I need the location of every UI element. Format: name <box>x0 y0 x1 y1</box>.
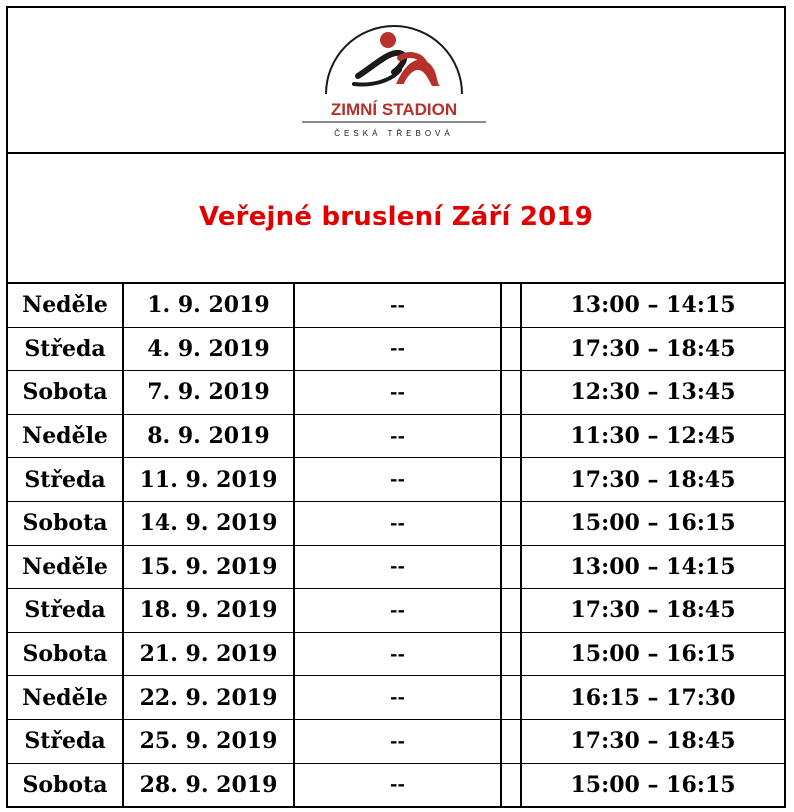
time-cell: 13:00 – 14:15 <box>521 284 784 327</box>
schedule-row <box>8 458 784 502</box>
time-cell: 13:00 – 14:15 <box>521 545 784 589</box>
page-title: Veřejné bruslení Září 2019 <box>198 202 594 232</box>
date-cell: 15. 9. 2019 <box>123 545 294 589</box>
logo-cell <box>8 8 784 154</box>
day-cell: Neděle <box>8 284 123 327</box>
date-cell: 21. 9. 2019 <box>123 632 294 676</box>
date-cell: 25. 9. 2019 <box>123 719 294 763</box>
day-cell: Sobota <box>8 371 123 415</box>
gap-cell <box>501 371 521 415</box>
day-cell: Středa <box>8 589 123 633</box>
note-cell: -- <box>294 501 501 545</box>
schedule-sheet <box>6 6 786 808</box>
time-cell: 11:30 – 12:45 <box>521 414 784 458</box>
schedule-row <box>8 632 784 676</box>
time-cell: 17:30 – 18:45 <box>521 458 784 502</box>
note-cell: -- <box>294 284 501 327</box>
note-cell: -- <box>294 589 501 633</box>
day-cell: Středa <box>8 458 123 502</box>
date-cell: 11. 9. 2019 <box>123 458 294 502</box>
day-cell: Středa <box>8 719 123 763</box>
gap-cell <box>501 501 521 545</box>
schedule-row <box>8 371 784 415</box>
note-cell: -- <box>294 719 501 763</box>
schedule-table <box>8 284 784 806</box>
time-cell: 12:30 – 13:45 <box>521 371 784 415</box>
gap-cell <box>501 719 521 763</box>
time-cell: 17:30 – 18:45 <box>521 719 784 763</box>
title-cell <box>8 154 784 284</box>
date-cell: 4. 9. 2019 <box>123 327 294 371</box>
gap-cell <box>501 284 521 327</box>
schedule-row <box>8 414 784 458</box>
note-cell: -- <box>294 676 501 720</box>
day-cell: Sobota <box>8 632 123 676</box>
time-cell: 17:30 – 18:45 <box>521 589 784 633</box>
time-cell: 17:30 – 18:45 <box>521 327 784 371</box>
logo-name: ZIMNÍ STADION <box>330 100 458 119</box>
schedule-row <box>8 589 784 633</box>
schedule-row <box>8 501 784 545</box>
gap-cell <box>501 327 521 371</box>
schedule-row <box>8 719 784 763</box>
logo-subtitle: ČESKÁ TŘEBOVÁ <box>334 129 454 138</box>
gap-cell <box>501 632 521 676</box>
day-cell: Sobota <box>8 501 123 545</box>
date-cell: 28. 9. 2019 <box>123 763 294 806</box>
time-cell: 16:15 – 17:30 <box>521 676 784 720</box>
date-cell: 14. 9. 2019 <box>123 501 294 545</box>
schedule-row <box>8 284 784 327</box>
gap-cell <box>501 458 521 502</box>
gap-cell <box>501 763 521 806</box>
gap-cell <box>501 545 521 589</box>
gap-cell <box>501 589 521 633</box>
note-cell: -- <box>294 371 501 415</box>
date-cell: 22. 9. 2019 <box>123 676 294 720</box>
date-cell: 1. 9. 2019 <box>123 284 294 327</box>
note-cell: -- <box>294 632 501 676</box>
day-cell: Středa <box>8 327 123 371</box>
time-cell: 15:00 – 16:15 <box>521 632 784 676</box>
day-cell: Sobota <box>8 763 123 806</box>
note-cell: -- <box>294 327 501 371</box>
stadium-logo <box>296 18 492 142</box>
schedule-row <box>8 676 784 720</box>
player-head-icon <box>380 32 396 48</box>
note-cell: -- <box>294 545 501 589</box>
note-cell: -- <box>294 414 501 458</box>
note-cell: -- <box>294 458 501 502</box>
day-cell: Neděle <box>8 545 123 589</box>
time-cell: 15:00 – 16:15 <box>521 501 784 545</box>
time-cell: 15:00 – 16:15 <box>570 771 736 798</box>
day-cell: Neděle <box>8 676 123 720</box>
note-cell: -- <box>294 763 501 806</box>
day-cell: Neděle <box>8 414 123 458</box>
date-cell: 8. 9. 2019 <box>123 414 294 458</box>
schedule-row <box>8 327 784 371</box>
date-cell: 7. 9. 2019 <box>123 371 294 415</box>
schedule-row <box>8 763 784 806</box>
gap-cell <box>501 414 521 458</box>
schedule-row <box>8 545 784 589</box>
date-cell: 18. 9. 2019 <box>123 589 294 633</box>
gap-cell <box>501 676 521 720</box>
